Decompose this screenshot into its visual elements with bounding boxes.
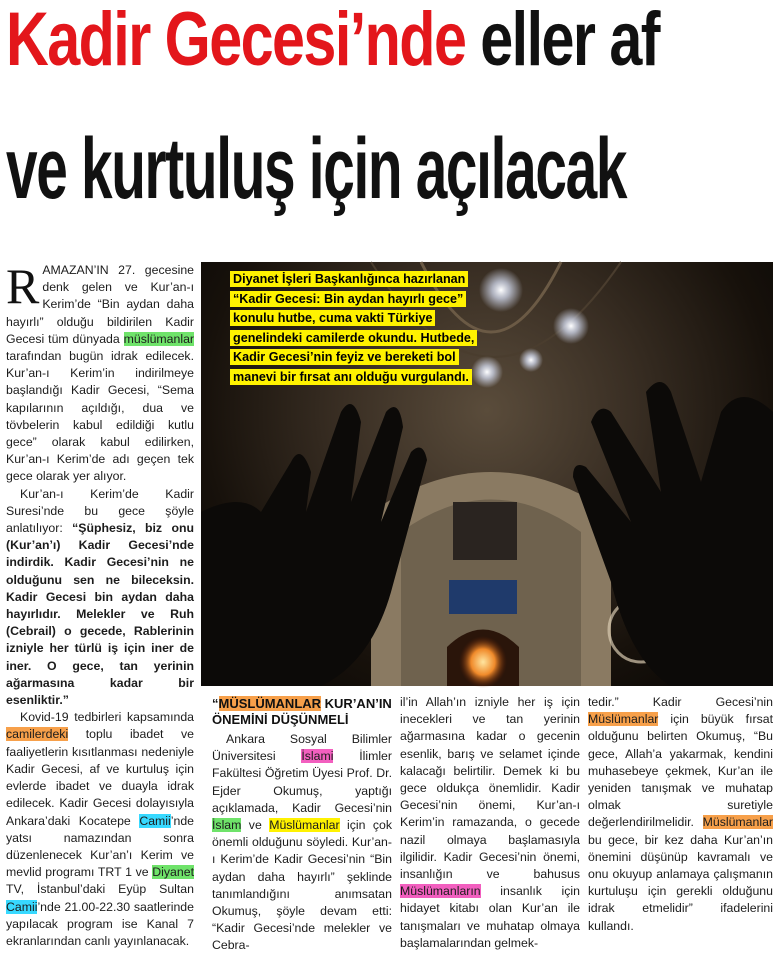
highlight-word: Müslümanlar (702, 815, 773, 830)
highlight-word: İslam (212, 818, 242, 833)
highlight-word: Camii (6, 899, 38, 914)
headline-line-1 (6, 0, 659, 82)
highlight-word: Müslümanların (400, 884, 481, 899)
photo-caption: Diyanet İşleri Başkanlığınca hazırlanan “Kadir Gecesi: Bin aydan hayırlı gece” konulu hutbe, cuma vakti Türkiye genelindeki camilerde okundu. Hutbede, Kadir Gecesi’nin feyiz ve bereketi bol manevi bir fırsat anı olduğu vurgulandı. (230, 270, 488, 387)
article-column-1 (6, 258, 194, 950)
headline-black-part: eller af (480, 0, 659, 82)
highlight-word: MÜSLÜMANLAR (218, 696, 322, 711)
article-column-2: Ankara Sosyal Bilimler Üniversitesi İslami İlimler Fakültesi Öğretim Üyesi Prof. Dr. Ejder Okumuş, yaptığı açıklamada, Kadir Gecesi’nin İslam ve Müslümanlar için çok önemli olduğunu söyledi. Kur’an-ı Kerim’de Kadir Gecesi’nin “Bin aydan daha hayırlı” şeklinde tanımlandığını anımsatan Okumuş, şöyle devam etti: “Kadir Gecesi’nde melekler ve Cebra- (212, 732, 392, 953)
highlight-word: camilerdeki (6, 727, 69, 742)
article-column-4: tedir.” Kadir Gecesi’nin Müslümanlar için büyük fırsat olduğunu belirten Okumuş, “Bu gece, Allah’a yakarmak, kendini muhasebeye çekmek, Kur’an ile yeniden tanışmak ve muhatap olmak suretiyle değerlendirilmelidir. Müslümanlar bu gece, bir kez daha Kur’an’ın önemini düşünüp kavramalı ve onu okuyup anlamaya çalışmanın kurtuluşu için gerekli olduğunu idrak etmelidir” ifadelerini kullandı. (588, 695, 773, 933)
headline-red-part: Kadir Gecesi’nde (6, 0, 466, 82)
headline-line-2: ve kurtuluş için açılacak (6, 121, 627, 217)
quran-quote: “Şüphesiz, biz onu (Kur’an’ı) Kadir Gecesi’nde indirdik. Kadir Gecesi’nin ne olduğunu sen ne bileceksin. Kadir Gecesi bin aydan daha hayırlıdır. Melekler ve Ruh (Cebrail) o gecede, Rablerinin izniyle her türlü iş için iner de iner. O gece, tan yerinin ağarmasına kadar bir esenliktir.” (6, 521, 194, 708)
highlight-word: Müslümanlar (269, 818, 340, 833)
highlight-word: Camii (139, 813, 171, 828)
highlight-word: müslümanlar (123, 331, 194, 346)
covid-paragraph: Kovid-19 tedbirleri kapsamında camilerdeki toplu ibadet ve faaliyetlerin kısıtlanması nedeniyle Kadir Gecesi, af ve kurtuluş için evlerde ibadet ve duayla idrak edilecek. Kadir Gecesi dolayısıyla Ankara’daki Kocatepe Camii’nde yatsı namazından sonra düzenlenecek Kur’an’ı Kerim ve mevlid programı TRT 1 ve Diyanet TV, İstanbul’daki Eyüp Sultan Camii’nde 21.00-22.30 saatlerinde yapılacak program ise Kanal 7 ekranlarından canlı yayınlanacak. (6, 710, 194, 948)
highlight-word: İslami (301, 749, 334, 764)
drop-cap: R (6, 258, 40, 314)
article-column-3: il’in Allah’ın izniyle her iş için inecekleri ve tan yerinin ağarmasına kadar o gecenin esenlik, barış ve selamet içinde kalacağı belirtilir. Demek ki bu gece oldukça önemlidir. Kadir Gecesi’nin önemi, Kur’an-ı Kerim’in ramazanda, o gecede nazil olmaya başlamasıyla ilgilidir. Kadir Gecesi’nin önemi, insanlığın ve bahusus Müslümanların insanlık için hidayet kitabı olan Kur’an ile tanışmaları ve muhatap olmaya başlamalarından gelmek- (400, 695, 580, 950)
section-subhead: “MÜSLÜMANLAR KUR’AN’IN ÖNEMİNİ DÜŞÜNMELİ (212, 696, 392, 727)
highlight-word: Müslümanlar (588, 712, 659, 727)
quote-paragraph: Kur’an-ı Kerim’de Kadir Suresi’nde bu gece şöyle anlatılıyor: “Şüphesiz, biz onu (Kur’an’ı) Kadir Gecesi’nde indirdik. Kadir Gecesi’nin ne olduğunu sen ne bileceksin. Kadir Gecesi bin aydan daha hayırlıdır. Melekler ve Ruh (Cebrail) o gecede, Rablerinin izniyle her türlü iş için iner de iner. O gece, tan yerinin ağarmasına kadar bir esenliktir.” (6, 486, 194, 708)
intro-paragraph: RAMAZAN’IN 27. gecesine denk gelen ve Kur’an-ı Kerim’de “Bin aydan daha hayırlı” olduğu bildirilen Kadir Gecesi tüm dünyada müslümanlar tarafından bugün idrak edilecek. Kur’an-ı Kerim’in indirilmeye başlandığı Kadir Gecesi, “Sema kapılarının açıldığı, dua ve tövbelerin kabul edildiği kutlu gece” olarak kabul edilirken, Kur’an-ı Kerim’de adı geçen tek gece olarak yer alıyor. (6, 258, 194, 484)
highlight-word: Diyanet (152, 865, 194, 880)
